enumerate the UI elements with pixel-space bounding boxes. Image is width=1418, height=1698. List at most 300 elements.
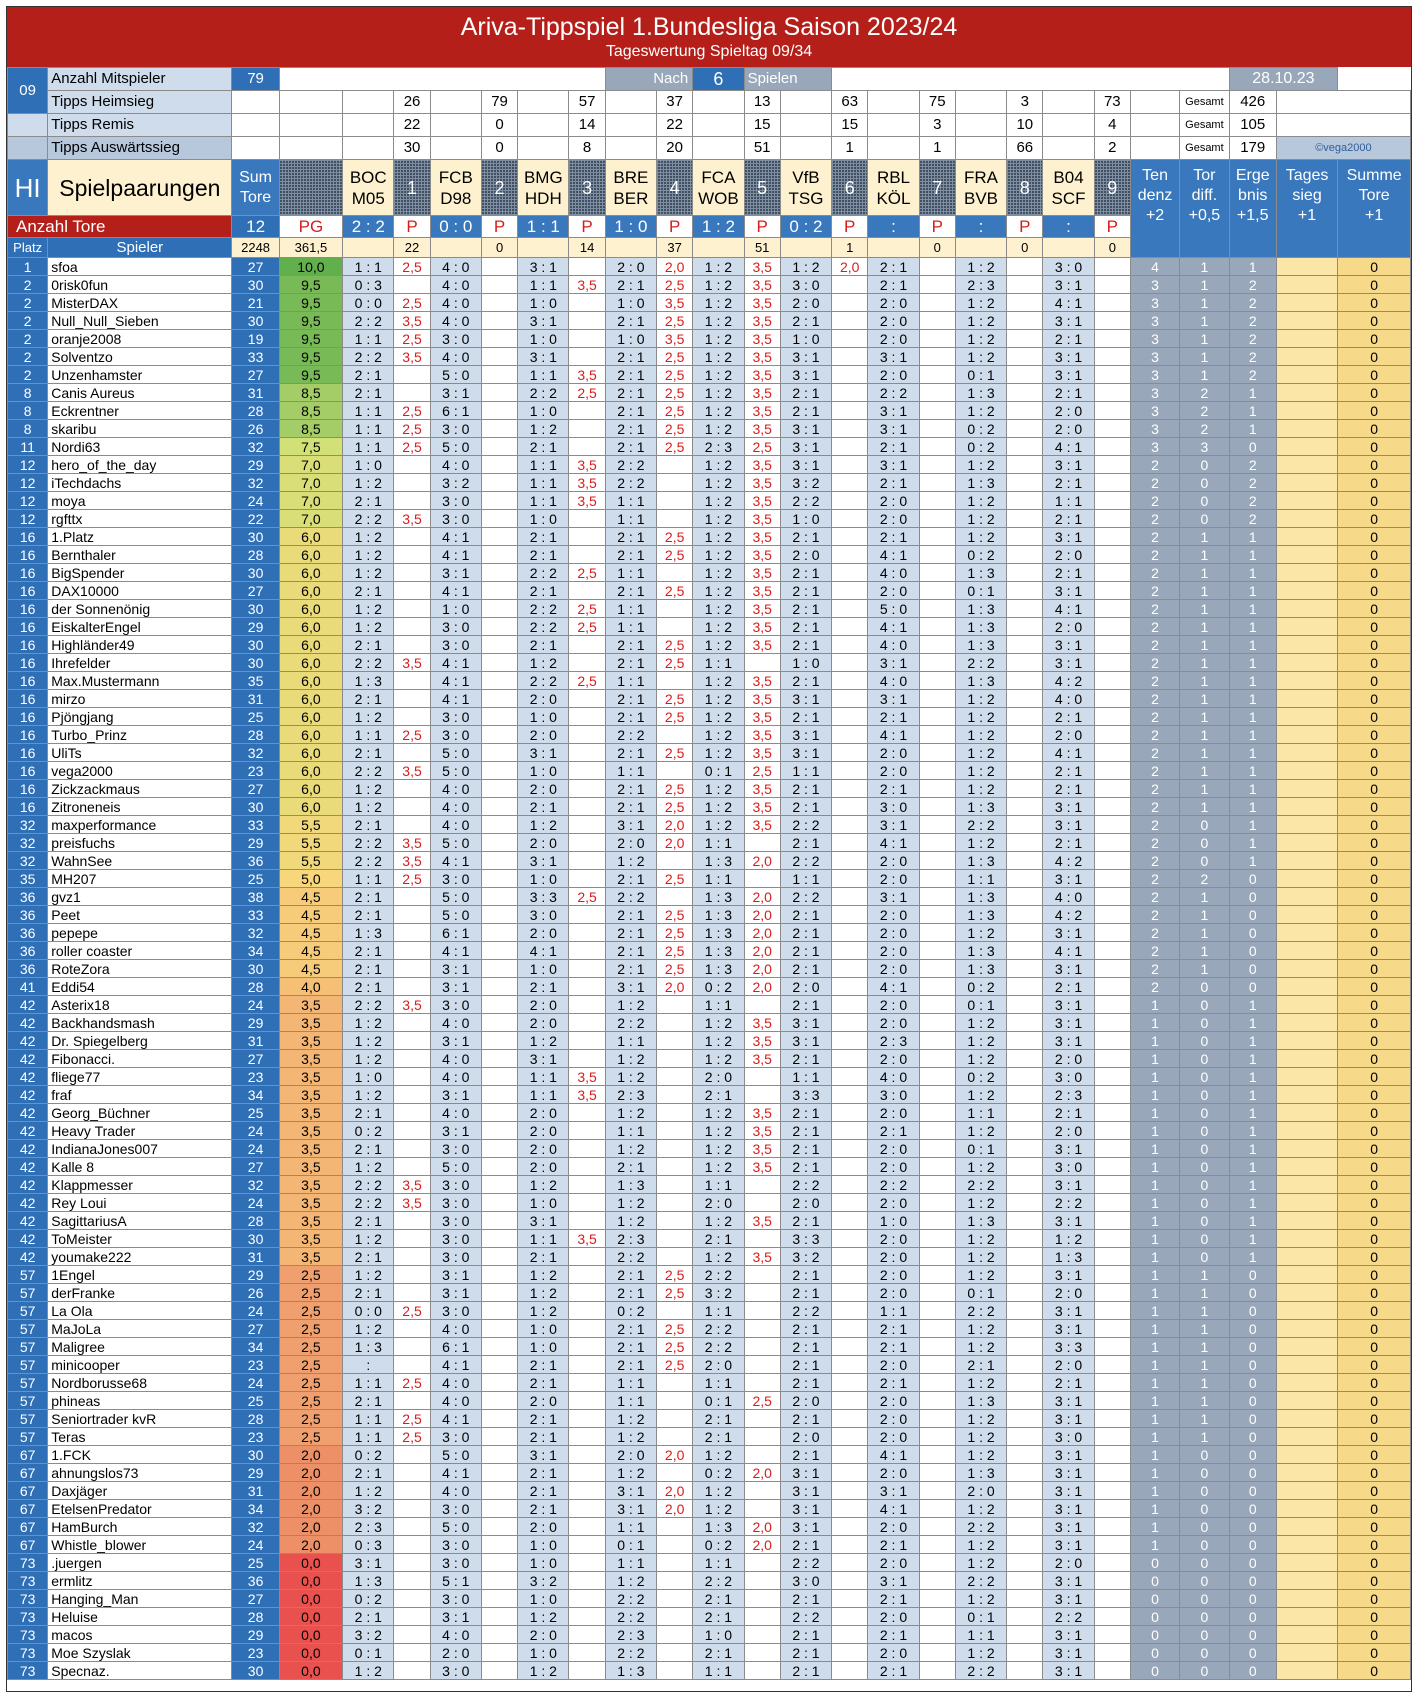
player-sum-tore: 30 [232, 600, 279, 618]
tendenz-points: 1 [1130, 1248, 1179, 1266]
tip-points [394, 1032, 430, 1050]
tip-cell: 2 : 2 [605, 1590, 656, 1608]
tip-cell: 2 : 2 [780, 888, 831, 906]
tendenz-points: 1 [1130, 1086, 1179, 1104]
tip-cell: 2 : 1 [343, 816, 394, 834]
tip-cell: 4 : 1 [430, 942, 481, 960]
tip-points [832, 474, 868, 492]
tip-points [1094, 816, 1130, 834]
tip-cell: 3 : 1 [518, 852, 569, 870]
tip-points [919, 420, 955, 438]
player-rank: 57 [8, 1428, 48, 1446]
tip-cell: 2 : 0 [518, 780, 569, 798]
tip-cell: 1 : 2 [693, 528, 744, 546]
player-rank: 73 [8, 1572, 48, 1590]
player-rank: 57 [8, 1410, 48, 1428]
match-number: 8 [1007, 160, 1043, 216]
player-rank: 16 [8, 780, 48, 798]
spacer-cell [518, 114, 569, 137]
anzahl-tore-label: Anzahl Tore [8, 216, 232, 238]
spacer-cell [343, 91, 394, 114]
tip-cell: 1 : 2 [693, 1248, 744, 1266]
player-rank: 16 [8, 744, 48, 762]
tip-cell: 2 : 1 [693, 1230, 744, 1248]
player-pg: 3,5 [279, 1086, 342, 1104]
table-row [8, 726, 1411, 744]
tip-points [657, 510, 693, 528]
player-sum-tore: 34 [232, 1338, 279, 1356]
remis-tipps-count: 0 [481, 114, 517, 137]
tip-cell: 0 : 3 [343, 1536, 394, 1554]
tip-cell: 1 : 3 [1043, 1248, 1094, 1266]
tip-points: 2,5 [657, 1320, 693, 1338]
tip-cell: 2 : 0 [518, 1626, 569, 1644]
player-rank: 57 [8, 1374, 48, 1392]
tip-cell: 3 : 1 [430, 1284, 481, 1302]
table-row [8, 474, 1411, 492]
summe-points: 0 [1338, 294, 1411, 312]
tagessieg-points [1276, 1446, 1337, 1464]
tip-points [744, 1626, 780, 1644]
table-row [8, 1230, 1411, 1248]
player-sum-tore: 33 [232, 816, 279, 834]
player-sum-tore: 26 [232, 420, 279, 438]
player-name: Fibonacci. [48, 1050, 232, 1068]
tip-points [1007, 654, 1043, 672]
tip-cell: 3 : 1 [518, 744, 569, 762]
tip-cell: 2 : 2 [693, 1266, 744, 1284]
tip-cell: 2 : 1 [605, 366, 656, 384]
tip-points [1007, 1590, 1043, 1608]
tip-cell: 1 : 2 [518, 1266, 569, 1284]
player-name: Canis Aureus [48, 384, 232, 402]
tip-cell: 1 : 2 [518, 420, 569, 438]
tip-points: 3,5 [394, 654, 430, 672]
tagessieg-points [1276, 330, 1337, 348]
tip-cell: 3 : 0 [430, 636, 481, 654]
tendenz-points: 1 [1130, 1050, 1179, 1068]
player-name: Whistle_blower [48, 1536, 232, 1554]
tip-points [832, 636, 868, 654]
tip-points: 3,5 [569, 456, 605, 474]
player-rank: 73 [8, 1608, 48, 1626]
tip-points [1007, 1554, 1043, 1572]
tip-points [919, 618, 955, 636]
tip-cell: 1 : 1 [605, 1518, 656, 1536]
tip-points [744, 1554, 780, 1572]
tip-cell: 3 : 2 [780, 1248, 831, 1266]
tip-cell: 3 : 0 [430, 420, 481, 438]
tip-points [919, 1104, 955, 1122]
tip-points [919, 1662, 955, 1680]
match-points-total: 0 [1007, 238, 1043, 258]
summe-points: 0 [1338, 1644, 1411, 1662]
tordiff-points: 1 [1180, 600, 1229, 618]
tip-points [919, 726, 955, 744]
tip-points [832, 564, 868, 582]
tip-cell: 1 : 2 [955, 690, 1006, 708]
tip-points [1094, 1176, 1130, 1194]
tip-points [481, 780, 517, 798]
tip-points: 2,0 [657, 258, 693, 276]
tagessieg-points [1276, 726, 1337, 744]
tip-cell: 3 : 0 [430, 1140, 481, 1158]
nach-label: Nach [605, 68, 693, 91]
player-pg: 6,0 [279, 762, 342, 780]
tendenz-points: 1 [1130, 1374, 1179, 1392]
blank-cell [1276, 114, 1410, 137]
tip-cell: 3 : 1 [780, 420, 831, 438]
tordiff-points: 1 [1180, 546, 1229, 564]
tip-points: 3,5 [744, 1032, 780, 1050]
tip-cell: 1 : 3 [955, 600, 1006, 618]
tip-cell: 1 : 2 [343, 564, 394, 582]
tagessieg-points [1276, 996, 1337, 1014]
tip-points [569, 942, 605, 960]
tip-points [394, 780, 430, 798]
tip-points: 3,5 [744, 420, 780, 438]
tip-cell: 4 : 1 [1043, 600, 1094, 618]
tip-cell: 1 : 2 [693, 312, 744, 330]
tendenz-points: 1 [1130, 1194, 1179, 1212]
tip-points [919, 564, 955, 582]
tagessieg-points [1276, 780, 1337, 798]
player-sum-tore: 25 [232, 1104, 279, 1122]
tip-cell: 2 : 1 [605, 798, 656, 816]
tip-points: 2,0 [744, 1518, 780, 1536]
tip-cell: 3 : 1 [780, 1014, 831, 1032]
tip-points [569, 1482, 605, 1500]
player-rank: 2 [8, 312, 48, 330]
tip-points [569, 1302, 605, 1320]
tip-points [832, 1122, 868, 1140]
tip-points: 2,5 [657, 1356, 693, 1374]
tip-cell: 3 : 0 [430, 996, 481, 1014]
tip-cell: 2 : 0 [868, 1464, 919, 1482]
tip-cell: 2 : 0 [780, 1194, 831, 1212]
tip-cell: 2 : 2 [780, 1554, 831, 1572]
tip-cell: 4 : 1 [430, 546, 481, 564]
tip-points [1007, 1176, 1043, 1194]
tip-cell: 2 : 1 [343, 636, 394, 654]
player-pg: 3,5 [279, 1104, 342, 1122]
tip-points [481, 1086, 517, 1104]
tip-points [919, 276, 955, 294]
tordiff-points: 1 [1180, 564, 1229, 582]
tagessieg-points [1276, 1590, 1337, 1608]
tip-points [481, 654, 517, 672]
tip-cell: 2 : 0 [1043, 1554, 1094, 1572]
player-rank: 67 [8, 1500, 48, 1518]
tip-points [481, 1536, 517, 1554]
tip-cell: 2 : 0 [780, 978, 831, 996]
blank-cell [1276, 91, 1410, 114]
tip-points [744, 996, 780, 1014]
tip-points [1094, 1662, 1130, 1680]
tip-cell: 2 : 1 [518, 1464, 569, 1482]
tip-cell: 1 : 2 [518, 1662, 569, 1680]
tip-cell: 3 : 1 [430, 1122, 481, 1140]
tip-cell: 2 : 2 [518, 384, 569, 402]
remis-tipps-count: 3 [919, 114, 955, 137]
tip-points [394, 1464, 430, 1482]
tip-cell: 2 : 1 [868, 1590, 919, 1608]
tordiff-points: 1 [1180, 726, 1229, 744]
tip-points [481, 942, 517, 960]
tip-points [569, 528, 605, 546]
tip-points [919, 528, 955, 546]
tendenz-points: 3 [1130, 312, 1179, 330]
tip-points [919, 1518, 955, 1536]
blank-cell [279, 137, 342, 160]
tip-cell: 4 : 2 [1043, 672, 1094, 690]
table-row [8, 744, 1411, 762]
tip-points [657, 1248, 693, 1266]
tip-points [1094, 564, 1130, 582]
tendenz-points: 1 [1130, 1158, 1179, 1176]
tip-points [832, 294, 868, 312]
tendenz-points: 2 [1130, 726, 1179, 744]
tip-cell: 2 : 1 [518, 528, 569, 546]
player-name: Klappmesser [48, 1176, 232, 1194]
tip-points [569, 1428, 605, 1446]
table-row [8, 780, 1411, 798]
tip-points [1094, 456, 1130, 474]
tip-points [394, 1158, 430, 1176]
player-pg: 3,5 [279, 1176, 342, 1194]
tip-points [481, 996, 517, 1014]
tip-points: 2,0 [744, 888, 780, 906]
player-rank: 42 [8, 1230, 48, 1248]
tip-cell: 3 : 2 [430, 474, 481, 492]
tip-points: 2,5 [394, 726, 430, 744]
tip-points [832, 1608, 868, 1626]
tip-points [832, 960, 868, 978]
tip-points [832, 1068, 868, 1086]
tip-points: 2,0 [657, 1482, 693, 1500]
tip-cell: 1 : 3 [955, 1464, 1006, 1482]
player-rank: 73 [8, 1644, 48, 1662]
summe-points: 0 [1338, 1482, 1411, 1500]
tagessieg-points [1276, 312, 1337, 330]
player-pg: 2,0 [279, 1446, 342, 1464]
tendenz-points: 2 [1130, 456, 1179, 474]
tip-points [394, 636, 430, 654]
tip-cell: 4 : 0 [868, 564, 919, 582]
tagessieg-points [1276, 1410, 1337, 1428]
tip-points [919, 744, 955, 762]
summe-points: 0 [1338, 1122, 1411, 1140]
remis-label: Tipps Remis [48, 114, 232, 137]
tip-cell: 4 : 0 [430, 1392, 481, 1410]
table-row [8, 420, 1411, 438]
tip-cell: 2 : 2 [605, 888, 656, 906]
tip-cell: 0 : 2 [693, 1536, 744, 1554]
tip-points [569, 654, 605, 672]
tip-points [1094, 1572, 1130, 1590]
tordiff-points: 0 [1180, 510, 1229, 528]
player-name: Hanging_Man [48, 1590, 232, 1608]
tip-cell: 1 : 2 [518, 1032, 569, 1050]
summe-points: 0 [1338, 888, 1411, 906]
player-pg: 0,0 [279, 1608, 342, 1626]
player-pg: 2,0 [279, 1464, 342, 1482]
summe-points: 0 [1338, 510, 1411, 528]
tordiff-points: 1 [1180, 798, 1229, 816]
tip-cell: 2 : 1 [605, 420, 656, 438]
player-rank: 16 [8, 636, 48, 654]
tip-cell: 3 : 1 [430, 564, 481, 582]
tip-cell: 2 : 1 [605, 924, 656, 942]
tip-cell: 2 : 1 [605, 1266, 656, 1284]
player-sum-tore: 27 [232, 366, 279, 384]
tip-points [657, 1410, 693, 1428]
tip-points [481, 1104, 517, 1122]
tip-points [394, 1104, 430, 1122]
player-sum-tore: 32 [232, 1518, 279, 1536]
tip-points [394, 906, 430, 924]
tip-cell: 2 : 1 [343, 1392, 394, 1410]
tip-cell: 1 : 1 [780, 870, 831, 888]
tip-cell: 2 : 1 [868, 474, 919, 492]
player-sum-tore: 28 [232, 978, 279, 996]
tip-cell: 2 : 3 [955, 276, 1006, 294]
tip-points [481, 708, 517, 726]
player-sum-tore: 29 [232, 456, 279, 474]
tip-points [569, 1158, 605, 1176]
tordiff-points: 0 [1180, 1482, 1229, 1500]
tip-points [481, 1248, 517, 1266]
tordiff-points: 0 [1180, 1626, 1229, 1644]
player-sum-tore: 23 [232, 762, 279, 780]
tip-cell: 1 : 0 [518, 1536, 569, 1554]
tip-cell: 0 : 2 [955, 1068, 1006, 1086]
player-name: vega2000 [48, 762, 232, 780]
tip-points [657, 564, 693, 582]
tip-cell: 2 : 2 [605, 1644, 656, 1662]
tip-points [744, 1446, 780, 1464]
tip-points [657, 1626, 693, 1644]
tip-cell: 2 : 1 [868, 276, 919, 294]
tip-points: 3,5 [744, 348, 780, 366]
player-name: Peet [48, 906, 232, 924]
tip-points: 2,5 [657, 870, 693, 888]
tip-points: 2,5 [744, 438, 780, 456]
tip-points [481, 906, 517, 924]
summe-points: 0 [1338, 1356, 1411, 1374]
tip-cell: 3 : 1 [343, 1554, 394, 1572]
ergebnis-points: 0 [1229, 1338, 1276, 1356]
tip-points [832, 888, 868, 906]
tip-points [569, 852, 605, 870]
player-sum-tore: 31 [232, 690, 279, 708]
table-row [8, 708, 1411, 726]
tip-cell: 1 : 2 [955, 1374, 1006, 1392]
ergebnis-points: 0 [1229, 942, 1276, 960]
ergebnis-points: 2 [1229, 312, 1276, 330]
tip-cell: 3 : 0 [430, 870, 481, 888]
ergebnis-points: 0 [1229, 1518, 1276, 1536]
player-rank: 2 [8, 348, 48, 366]
player-name: Eckrentner [48, 402, 232, 420]
tordiff-points: 0 [1180, 978, 1229, 996]
tip-cell: 2 : 0 [518, 924, 569, 942]
tip-points [1094, 384, 1130, 402]
heim-tipps-count: 63 [832, 91, 868, 114]
tip-cell: 1 : 1 [955, 1104, 1006, 1122]
ergebnis-points: 0 [1229, 888, 1276, 906]
tip-points [1094, 1266, 1130, 1284]
match-number: 6 [832, 160, 868, 216]
player-rank: 2 [8, 366, 48, 384]
tip-points [394, 690, 430, 708]
tip-cell: 2 : 1 [1043, 564, 1094, 582]
spacer-cell [605, 91, 656, 114]
player-sum-tore: 24 [232, 492, 279, 510]
tip-cell: 3 : 3 [518, 888, 569, 906]
spieltag-number: 09 [8, 68, 48, 114]
tendenz-points: 1 [1130, 1302, 1179, 1320]
ergebnis-points: 0 [1229, 1374, 1276, 1392]
tip-cell: 3 : 1 [518, 258, 569, 276]
player-rank: 42 [8, 1014, 48, 1032]
tip-points [919, 888, 955, 906]
player-name: phineas [48, 1392, 232, 1410]
tip-cell: 2 : 1 [780, 906, 831, 924]
tip-points: 3,5 [394, 348, 430, 366]
player-sum-tore: 24 [232, 1536, 279, 1554]
tip-points: 3,5 [744, 1140, 780, 1158]
tordiff-points: 1 [1180, 708, 1229, 726]
player-name: Nordi63 [48, 438, 232, 456]
tip-points: 3,5 [744, 1158, 780, 1176]
tip-points [569, 258, 605, 276]
tip-cell: 0 : 1 [955, 1608, 1006, 1626]
player-sum-tore: 31 [232, 1032, 279, 1050]
tip-points [832, 1320, 868, 1338]
summe-points: 0 [1338, 1104, 1411, 1122]
ergebnis-points: 0 [1229, 1464, 1276, 1482]
player-name: Pjöngjang [48, 708, 232, 726]
player-sum-tore: 23 [232, 1428, 279, 1446]
player-name: UliTs [48, 744, 232, 762]
tip-cell: 1 : 2 [343, 1086, 394, 1104]
tip-cell: 1 : 1 [343, 726, 394, 744]
tagessieg-points [1276, 366, 1337, 384]
player-rank: 2 [8, 330, 48, 348]
player-name: Rey Loui [48, 1194, 232, 1212]
tip-cell: 2 : 1 [343, 744, 394, 762]
tordiff-points: 0 [1180, 492, 1229, 510]
player-pg: 3,5 [279, 1122, 342, 1140]
tip-points: 3,5 [744, 582, 780, 600]
tip-points [481, 312, 517, 330]
tip-points [1007, 1086, 1043, 1104]
tip-cell: 3 : 1 [1043, 1518, 1094, 1536]
tip-cell: 2 : 0 [868, 870, 919, 888]
tip-points [481, 1500, 517, 1518]
tip-cell: 3 : 0 [430, 1590, 481, 1608]
tip-points [832, 1626, 868, 1644]
tip-points: 3,5 [744, 690, 780, 708]
player-pg: 2,5 [279, 1374, 342, 1392]
summe-points: 0 [1338, 1302, 1411, 1320]
heim-tipps-count: 75 [919, 91, 955, 114]
tip-cell: 1 : 1 [343, 1410, 394, 1428]
heim-total: 426 [1229, 91, 1276, 114]
player-rank: 16 [8, 798, 48, 816]
ergebnis-points: 1 [1229, 258, 1276, 276]
